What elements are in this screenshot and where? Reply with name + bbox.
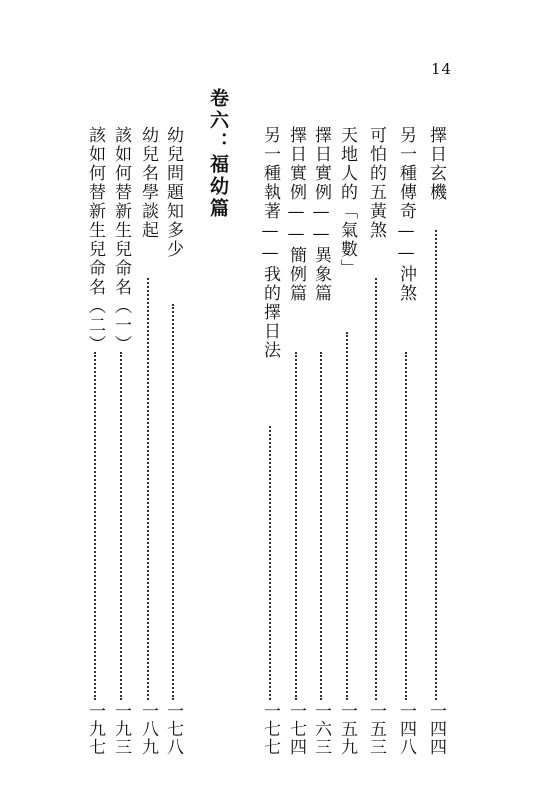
dot-leader (435, 230, 437, 700)
toc-entry (161, 126, 185, 756)
dot-leader (147, 278, 149, 700)
toc-entry (109, 126, 133, 756)
toc-entry-page: 一四四 (426, 702, 446, 756)
toc-entry (309, 126, 333, 756)
toc-entry-page: 一四八 (396, 702, 416, 756)
dot-leader (94, 352, 96, 700)
toc-entry-title: 幼兒問題知多少 (163, 126, 183, 259)
toc-entry-page: 一九三 (111, 702, 131, 756)
dot-leader (375, 278, 377, 700)
toc-entry (424, 126, 448, 756)
toc-entry-page: 一五三 (366, 702, 386, 756)
toc-entry-page: 一八九 (138, 702, 158, 756)
toc-entry-title: 該如何替新生兒命名（二） (85, 126, 105, 354)
toc-entry (335, 126, 359, 756)
toc-entry-page: 一六三 (311, 702, 331, 756)
toc-entry-page: 一九七 (85, 702, 105, 756)
toc-entry-title: 天地人的「氣數」 (337, 126, 357, 278)
toc-entry-title: 另一種執著——我的擇日法 (260, 126, 280, 360)
toc-entry-title: 擇日實例——簡例篇 (286, 126, 306, 303)
toc-entry (136, 126, 160, 756)
toc-entry (394, 126, 418, 756)
toc-entry-title: 該如何替新生兒命名（一） (111, 126, 131, 354)
dot-leader (405, 352, 407, 700)
toc-entry (83, 126, 107, 756)
dot-leader (172, 304, 174, 700)
toc-entry-page: 一七八 (163, 702, 183, 756)
page-number: 14 (431, 60, 453, 78)
toc-entry-title: 可怕的五黃煞 (366, 126, 386, 240)
section-heading: 卷六：福幼篇 (207, 88, 229, 220)
toc-entry (284, 126, 308, 756)
dot-leader (320, 352, 322, 700)
toc-entry-page: 一七四 (286, 702, 306, 756)
dot-leader (269, 426, 271, 700)
toc-entry (258, 126, 282, 756)
toc-entry-title: 幼兒名學談起 (138, 126, 158, 240)
toc-entry-page: 一五九 (337, 702, 357, 756)
dot-leader (346, 332, 348, 700)
dot-leader (120, 352, 122, 700)
toc-entry-title: 另一種傳奇——沖煞 (396, 126, 416, 303)
toc-entry (364, 126, 388, 756)
toc-entry-page: 一七七 (260, 702, 280, 756)
toc-entry-title: 擇日實例——異象篇 (311, 126, 331, 303)
toc-entry-title: 擇日玄機 (426, 126, 446, 202)
dot-leader (295, 352, 297, 700)
